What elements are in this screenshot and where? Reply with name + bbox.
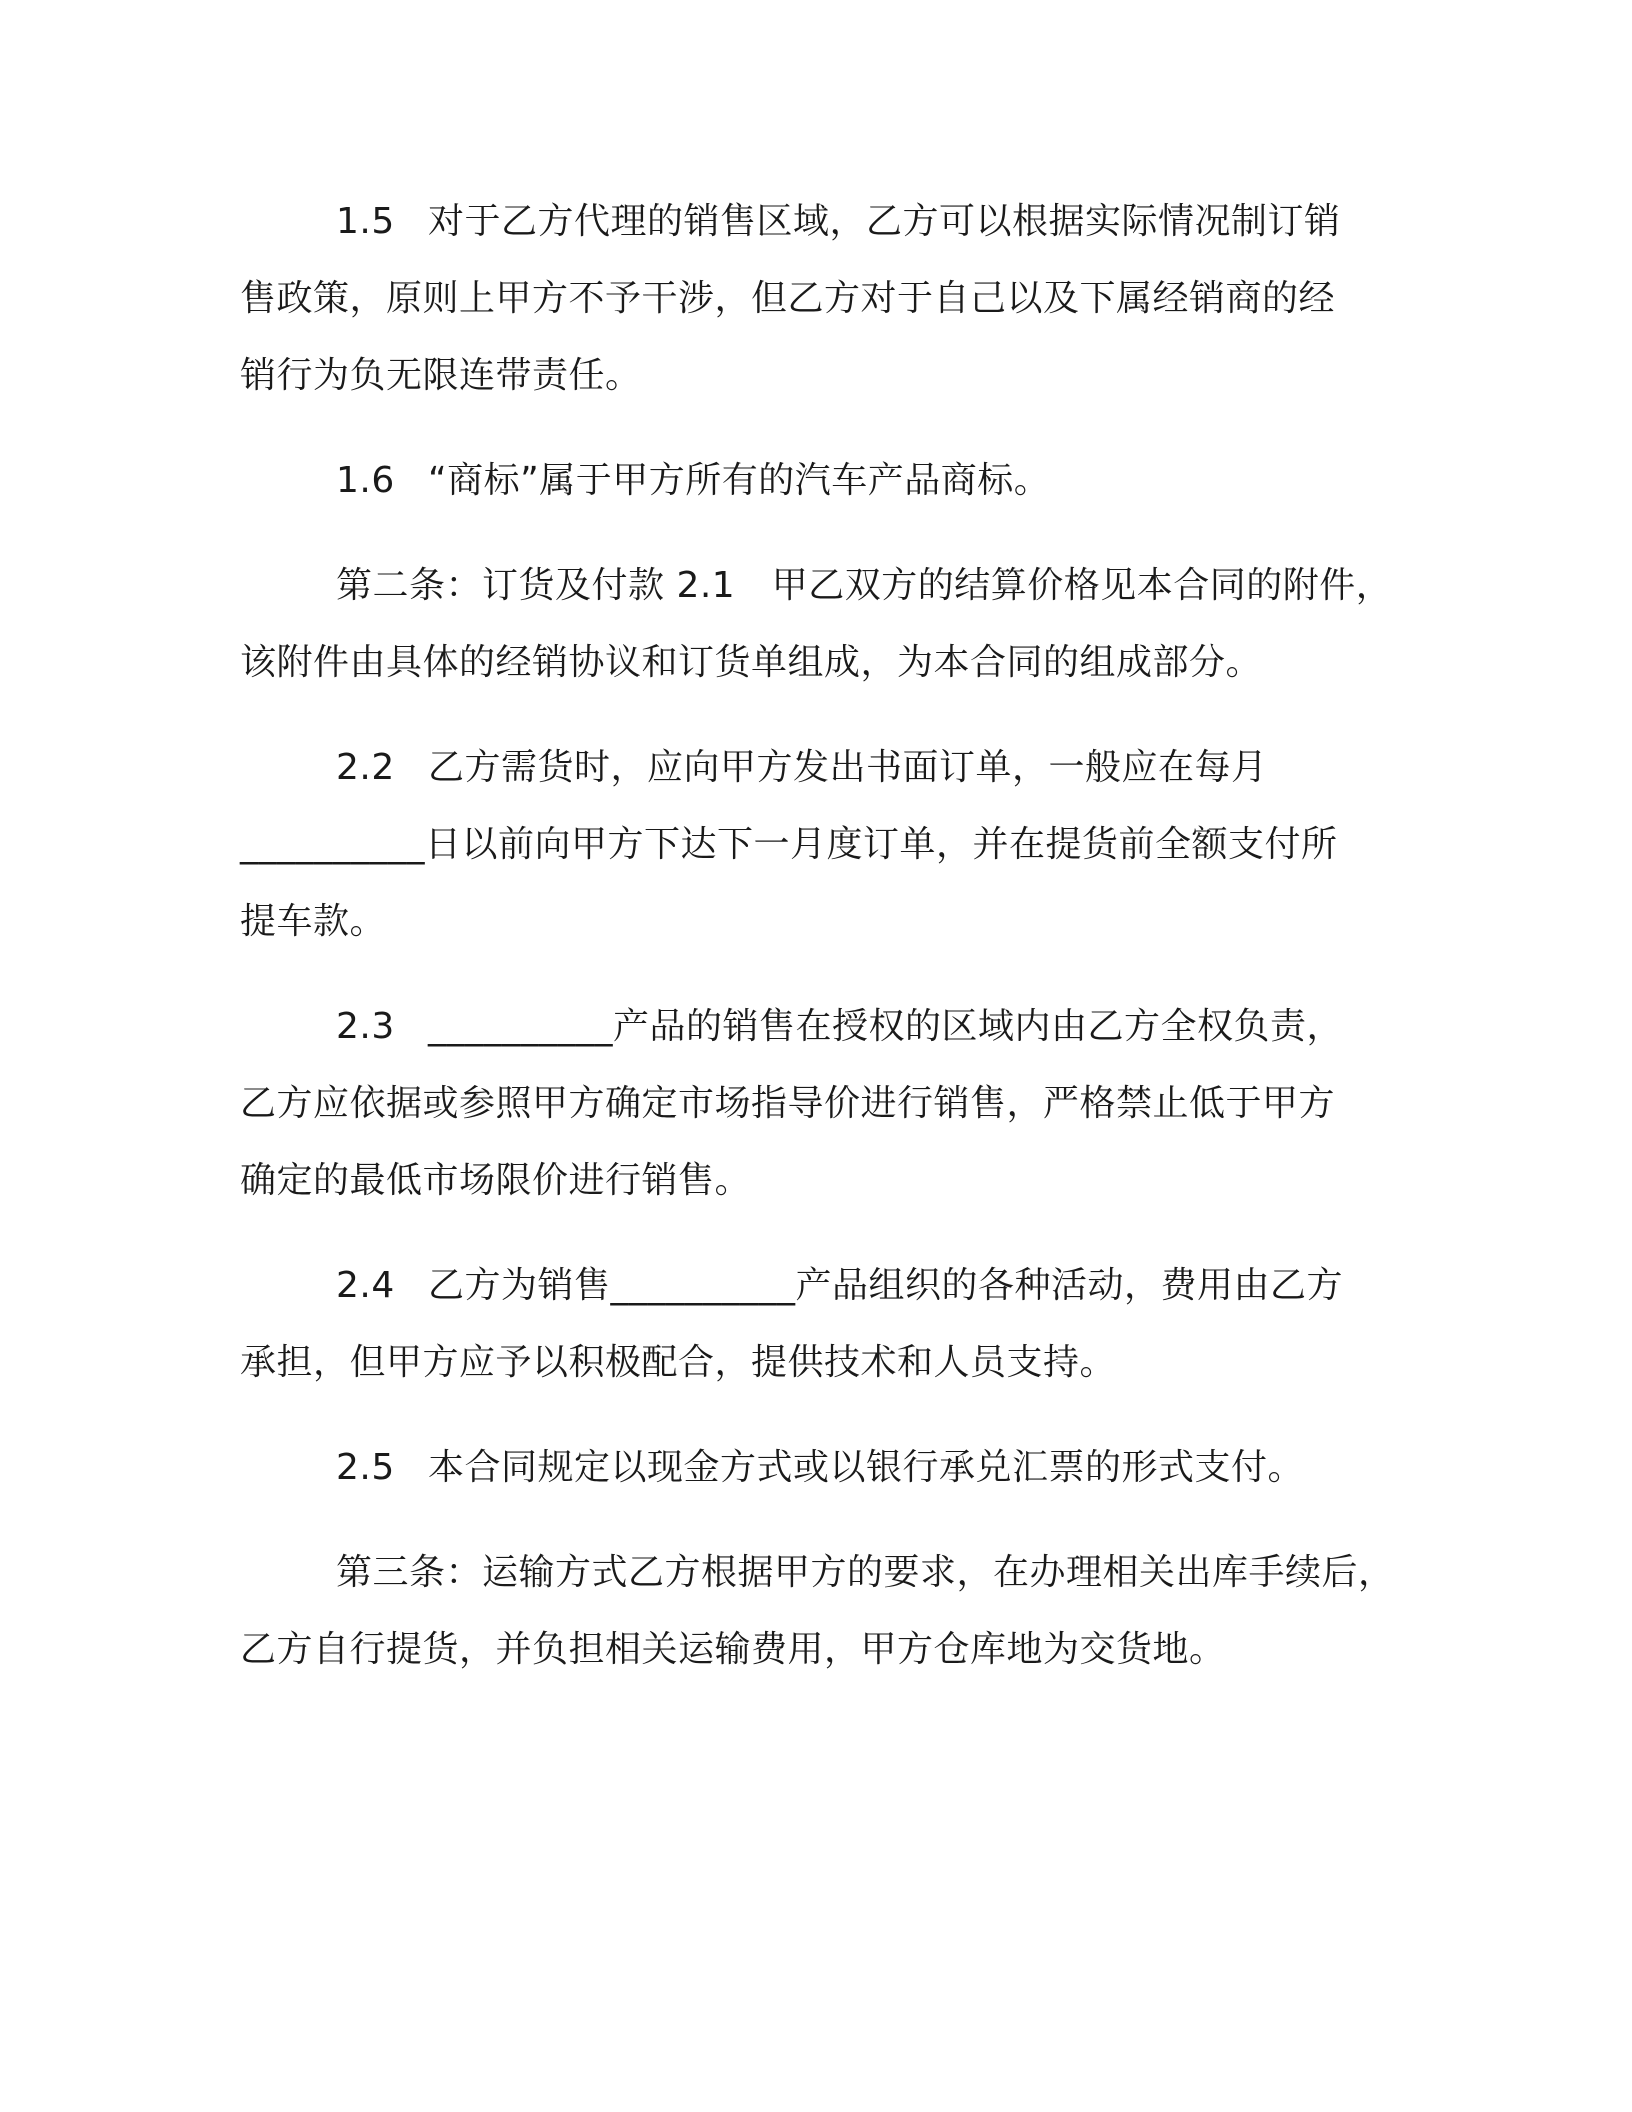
clause-line: 对于乙方代理的销售区域，乙方可以根据实际情况制订销 bbox=[428, 201, 1341, 242]
clause-number: 2.2 bbox=[336, 747, 395, 788]
clause-line: 乙方自行提货，并负担相关运输费用，甲方仓库地为交货地。 bbox=[240, 1629, 1226, 1670]
clause-number: 2.4 bbox=[336, 1265, 395, 1306]
clause-2-2 bbox=[240, 729, 1400, 960]
clause-number: 2.3 bbox=[336, 1006, 395, 1047]
clause-number: 2.5 bbox=[336, 1447, 395, 1488]
clause-number: 1.5 bbox=[336, 201, 395, 242]
clause-line: 本合同规定以现金方式或以银行承兑汇票的形式支付。 bbox=[428, 1447, 1305, 1488]
clause-2-3 bbox=[240, 988, 1400, 1219]
document-body bbox=[240, 183, 1400, 1716]
clause-line: 承担，但甲方应予以积极配合，提供技术和人员支持。 bbox=[240, 1342, 1117, 1383]
article-3-transport bbox=[240, 1534, 1400, 1688]
clause-line: __________产品的销售在授权的区域内由乙方全权负责， bbox=[428, 1006, 1344, 1047]
clause-1-5 bbox=[240, 183, 1400, 414]
clause-line: __________日以前向甲方下达下一月度订单，并在提货前全额支付所 bbox=[240, 824, 1338, 865]
clause-line: 乙方应依据或参照甲方确定市场指导价进行销售，严格禁止低于甲方 bbox=[240, 1083, 1336, 1124]
clause-line: 售政策，原则上甲方不予干涉，但乙方对于自己以及下属经销商的经 bbox=[240, 278, 1336, 319]
clause-line: 该附件由具体的经销协议和订货单组成，为本合同的组成部分。 bbox=[240, 642, 1263, 683]
clause-line: 乙方需货时，应向甲方发出书面订单，一般应在每月 bbox=[428, 747, 1268, 788]
clause-number: 1.6 bbox=[336, 460, 395, 501]
clause-line: “商标”属于甲方所有的汽车产品商标。 bbox=[428, 460, 1051, 501]
clause-2-5 bbox=[240, 1429, 1400, 1506]
clause-1-6 bbox=[240, 442, 1400, 519]
clause-line: 销行为负无限连带责任。 bbox=[240, 355, 642, 396]
clause-line: 提车款。 bbox=[240, 901, 387, 942]
clause-line: 乙方为销售__________产品组织的各种活动，费用由乙方 bbox=[428, 1265, 1344, 1306]
clause-line: 第三条：运输方式乙方根据甲方的要求，在办理相关出库手续后， bbox=[336, 1552, 1395, 1593]
clause-2-4 bbox=[240, 1247, 1400, 1401]
clause-line: 第二条：订货及付款 2.1 甲乙双方的结算价格见本合同的附件， bbox=[336, 565, 1393, 606]
clause-line: 确定的最低市场限价进行销售。 bbox=[240, 1160, 752, 1201]
article-2-heading bbox=[240, 547, 1400, 701]
